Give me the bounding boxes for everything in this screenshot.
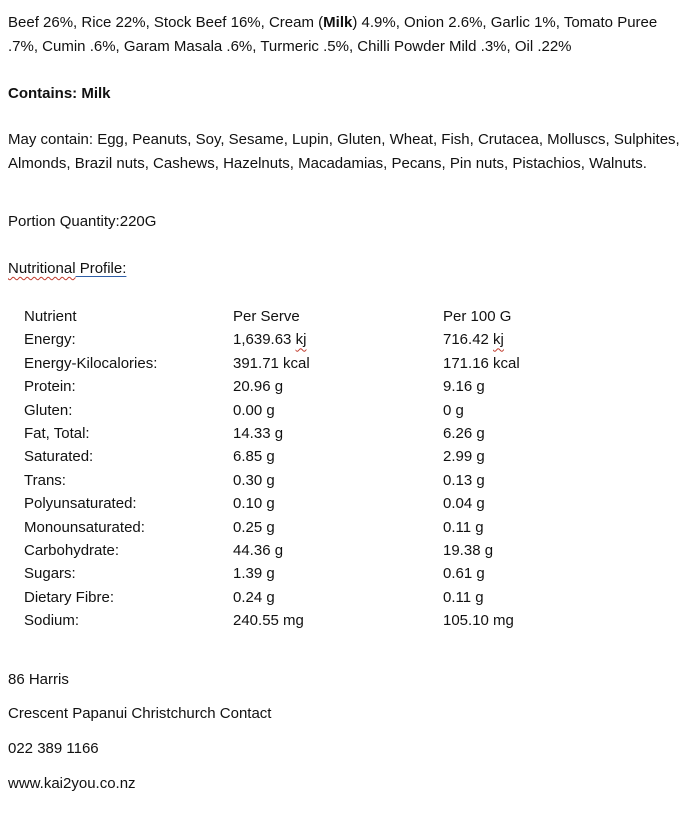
nutritional-heading-word2: Profile: (75, 260, 127, 277)
per-100g-value-number: 0.11 (443, 588, 476, 606)
per-serve-value-number: 0.24 (233, 588, 267, 606)
per-100g-value-unit: g (475, 588, 484, 606)
per-serve-value-number: 1,639.63 (233, 331, 296, 349)
per-serve-value-number: 14.33 (233, 425, 275, 443)
per-serve-value-unit: g (266, 588, 275, 606)
ingredients-paragraph (8, 11, 684, 59)
contact-phone: 022 389 1166 (8, 740, 99, 757)
nutrition-table (24, 305, 643, 633)
per-serve-value-number: 240.55 (233, 612, 284, 630)
per-100g-value (443, 586, 643, 609)
nutrient-name: Protein: (24, 378, 76, 396)
per-100g-value-number: 0.13 (443, 471, 477, 489)
table-row (24, 328, 643, 351)
per-100g-value (443, 609, 643, 632)
table-row (24, 352, 643, 375)
nutrient-name: Saturated: (24, 448, 94, 466)
per-100g-value-unit: g (476, 425, 485, 443)
per-serve-value (233, 516, 443, 539)
per-serve-value (233, 539, 443, 562)
portion-quantity: Portion Quantity:220G (8, 213, 157, 230)
per-100g-value-unit: g (476, 471, 485, 489)
table-row (24, 422, 643, 445)
per-100g-value-unit: g (455, 401, 464, 419)
nutrient-name: Trans: (24, 471, 66, 489)
per-100g-value-number: 0.61 (443, 565, 477, 583)
table-row (24, 539, 643, 562)
nutrient-name: Monounsaturated: (24, 518, 145, 536)
header-per-serve: Per Serve (233, 308, 300, 325)
nutrient-name: Polyunsaturated: (24, 495, 137, 513)
per-100g-value-number: 105.10 (443, 612, 494, 630)
per-serve-value-unit: g (266, 518, 275, 536)
per-100g-value-unit: g (476, 565, 485, 583)
header-per-100g: Per 100 G (443, 308, 512, 325)
per-serve-value-unit: kcal (283, 354, 310, 372)
per-100g-value (443, 539, 643, 562)
table-row (24, 562, 643, 585)
nutritional-heading-word1: Nutritional (8, 260, 76, 277)
per-serve-value-number: 0.25 (233, 518, 267, 536)
per-serve-value (233, 422, 443, 445)
per-100g-value-unit: g (484, 542, 494, 560)
table-row (24, 469, 643, 492)
per-serve-value-number: 20.96 (233, 378, 275, 396)
per-serve-value (233, 469, 443, 492)
per-100g-value-number: 9.16 (443, 378, 477, 396)
nutritional-profile-heading (8, 257, 126, 281)
per-serve-value-unit: g (266, 401, 275, 419)
per-serve-value (233, 492, 443, 515)
per-serve-value-number: 6.85 (233, 448, 267, 466)
per-100g-value-unit: kcal (493, 354, 520, 372)
address-line-1: 86 Harris (8, 671, 69, 688)
per-serve-value-number: 44.36 (233, 542, 275, 560)
per-100g-value (443, 399, 643, 422)
per-100g-value-unit: g (476, 378, 485, 396)
table-row (24, 516, 643, 539)
nutrient-name: Fat, Total: (24, 425, 90, 443)
per-serve-value (233, 375, 443, 398)
table-row (24, 445, 643, 468)
nutrient-name: Energy: (24, 331, 76, 349)
per-serve-value (233, 445, 443, 468)
per-serve-value (233, 586, 443, 609)
per-serve-value-unit: g (274, 425, 284, 443)
per-serve-value-unit: g (266, 448, 275, 466)
per-serve-value-unit: g (266, 565, 275, 583)
table-row (24, 586, 643, 609)
per-100g-value-unit: g (476, 495, 485, 513)
address-line-2: Crescent Papanui Christchurch Contact (8, 705, 272, 722)
ingredients-allergen-milk: Milk (323, 14, 353, 31)
per-serve-value (233, 352, 443, 375)
nutrient-name: Sodium: (24, 612, 80, 630)
per-serve-value-number: 0.00 (233, 401, 267, 419)
per-100g-value (443, 352, 643, 375)
per-100g-value-number: 0.04 (443, 495, 477, 513)
per-100g-value-number: 0 (443, 401, 456, 419)
per-serve-value-number: 0.10 (233, 495, 267, 513)
nutrient-name: Energy-Kilocalories: (24, 354, 158, 372)
table-row (24, 609, 643, 632)
per-100g-value-number: 2.99 (443, 448, 477, 466)
per-serve-value-number: 1.39 (233, 565, 267, 583)
per-100g-value-number: 171.16 (443, 354, 494, 372)
per-serve-value-unit: g (266, 495, 275, 513)
per-serve-value (233, 609, 443, 632)
per-100g-value (443, 445, 643, 468)
table-row (24, 375, 643, 398)
per-100g-value-unit: kj (493, 331, 504, 349)
per-serve-value-number: 0.30 (233, 471, 267, 489)
per-100g-value (443, 562, 643, 585)
header-nutrient: Nutrient (24, 308, 77, 325)
per-100g-value (443, 492, 643, 515)
per-100g-value (443, 422, 643, 445)
per-100g-value (443, 469, 643, 492)
per-serve-value-unit: g (274, 542, 284, 560)
per-100g-value (443, 516, 643, 539)
per-100g-value-number: 0.11 (443, 518, 476, 536)
ingredients-text-1: Beef 26%, Rice 22%, Stock Beef 16%, Cream ( (8, 14, 324, 31)
contains-allergens: Contains: Milk (8, 85, 111, 102)
per-serve-value (233, 399, 443, 422)
nutrient-name: Sugars: (24, 565, 76, 583)
per-serve-value (233, 328, 443, 351)
website-link[interactable]: www.kai2you.co.nz (8, 775, 136, 792)
per-100g-value-number: 19.38 (443, 542, 485, 560)
per-100g-value (443, 375, 643, 398)
per-serve-value-unit: mg (283, 612, 304, 630)
nutrient-name: Dietary Fibre: (24, 588, 115, 606)
per-100g-value-number: 6.26 (443, 425, 477, 443)
per-serve-value-unit: g (266, 471, 275, 489)
table-row (24, 399, 643, 422)
ingredients-text-2: ) 4.9%, Onion 2.6%, Garlic 1%, Tomato Puree .7%, Cumin .6%, Garam Masala .6%, Turmeric .5%, Chilli Powder Mild .3%, Oil .22% (8, 14, 658, 55)
per-100g-value-unit: mg (493, 612, 514, 630)
may-contain-paragraph: May contain: Egg, Peanuts, Soy, Sesame, Lupin, Gluten, Wheat, Fish, Crutacea, Molluscs, Sulphites, Almonds, Brazil nuts, Cashews, Hazelnuts, Macadamias, Pecans, Pin nuts, Pistachios, Walnuts. (8, 131, 680, 172)
per-serve-value (233, 562, 443, 585)
nutrient-name: Carbohydrate: (24, 542, 120, 560)
per-100g-value-unit: g (476, 448, 485, 466)
per-serve-value-unit: kj (295, 331, 307, 349)
per-serve-value-unit: g (274, 378, 284, 396)
per-100g-value-unit: g (475, 518, 484, 536)
nutrient-name: Gluten: (24, 401, 73, 419)
table-header-row (24, 305, 643, 328)
per-100g-value (443, 328, 643, 351)
per-serve-value-number: 391.71 (233, 354, 284, 372)
table-row (24, 492, 643, 515)
per-100g-value-number: 716.42 (443, 331, 494, 349)
